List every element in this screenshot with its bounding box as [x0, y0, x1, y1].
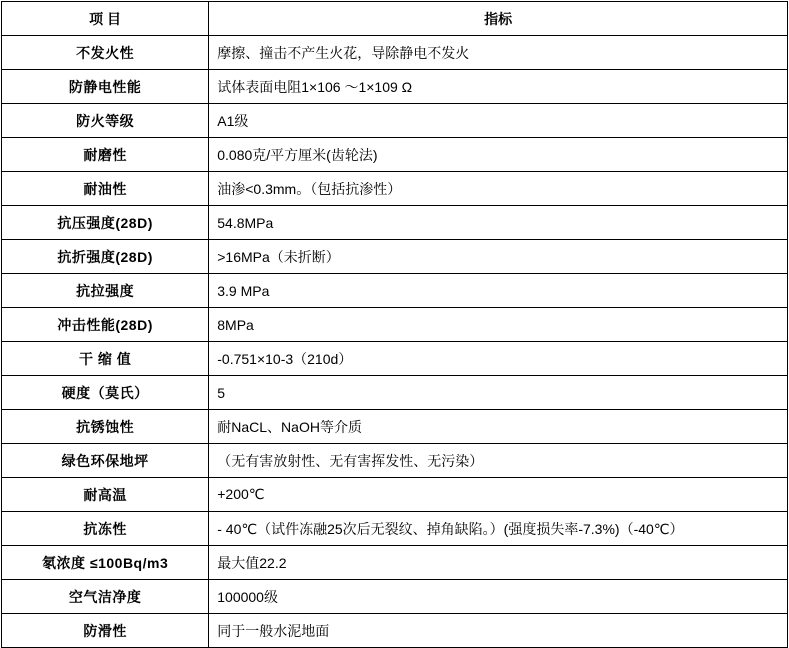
row-label: 防滑性: [2, 614, 209, 648]
row-label: 抗压强度(28D): [2, 206, 209, 240]
row-label: 冲击性能(28D): [2, 308, 209, 342]
row-value: ‐ 40℃（试件冻融25次后无裂纹、掉角缺陷。）(强度损失率-7.3%)（-40℃）: [209, 512, 788, 546]
row-value: 3.9 MPa: [209, 274, 788, 308]
specification-table: [1, 1, 788, 648]
table-row: [2, 512, 788, 546]
row-label: 硬度（莫氏）: [2, 376, 209, 410]
table-row: [2, 172, 788, 206]
row-label: 防火等级: [2, 104, 209, 138]
row-value: （无有害放射性、无有害挥发性、无污染）: [209, 444, 788, 478]
table-row: [2, 580, 788, 614]
row-label: 空气洁净度: [2, 580, 209, 614]
row-label: 抗冻性: [2, 512, 209, 546]
row-label: 干 缩 值: [2, 342, 209, 376]
table-row: [2, 308, 788, 342]
table-row: [2, 376, 788, 410]
column-header-item: 项 目: [2, 2, 209, 36]
row-value: 耐NaCL、NaOH等介质: [209, 410, 788, 444]
row-label: 不发火性: [2, 36, 209, 70]
table-row: [2, 342, 788, 376]
row-value: 0.080克/平方厘米(齿轮法): [209, 138, 788, 172]
table-row: [2, 70, 788, 104]
table-row: [2, 206, 788, 240]
table-row: [2, 36, 788, 70]
row-value: +200℃: [209, 478, 788, 512]
table-row: [2, 614, 788, 648]
table-row: [2, 444, 788, 478]
row-value: 同于一般水泥地面: [209, 614, 788, 648]
row-value: A1级: [209, 104, 788, 138]
row-label: 防静电性能: [2, 70, 209, 104]
row-value: 最大值22.2: [209, 546, 788, 580]
table-row: [2, 478, 788, 512]
row-value: 试体表面电阻1×106 ～1×109 Ω: [209, 70, 788, 104]
row-value: 油渗<0.3mm。（包括抗渗性）: [209, 172, 788, 206]
row-value: 8MPa: [209, 308, 788, 342]
table-row: [2, 546, 788, 580]
row-value: 摩擦、撞击不产生火花，导除静电不发火: [209, 36, 788, 70]
row-value: >16MPa（未折断）: [209, 240, 788, 274]
row-value: -0.751×10-3（210d）: [209, 342, 788, 376]
row-label: 耐磨性: [2, 138, 209, 172]
row-value: 54.8MPa: [209, 206, 788, 240]
table-row: [2, 410, 788, 444]
row-value: 100000级: [209, 580, 788, 614]
table-row: [2, 240, 788, 274]
row-label: 绿色环保地坪: [2, 444, 209, 478]
row-label: 抗拉强度: [2, 274, 209, 308]
row-label: 耐油性: [2, 172, 209, 206]
column-header-index: 指标: [209, 2, 788, 36]
table-row: [2, 104, 788, 138]
row-label: 抗折强度(28D): [2, 240, 209, 274]
row-label: 抗锈蚀性: [2, 410, 209, 444]
row-label: 耐高温: [2, 478, 209, 512]
table-row: [2, 138, 788, 172]
row-label: 氡浓度 ≤100Bq/m3: [2, 546, 209, 580]
table-row: [2, 274, 788, 308]
row-value: 5: [209, 376, 788, 410]
table-body: [2, 2, 788, 648]
table-header-row: [2, 2, 788, 36]
